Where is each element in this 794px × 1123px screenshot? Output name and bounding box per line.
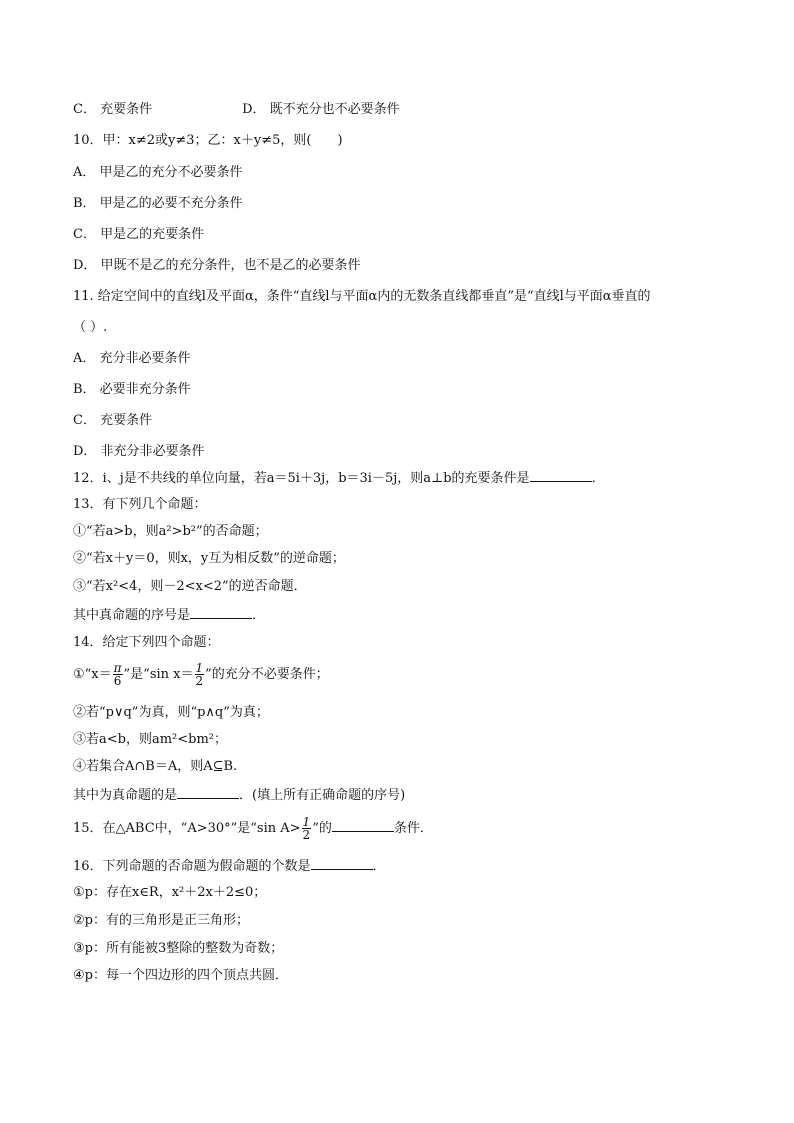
q11-option-c: C． 充要条件 [73, 413, 153, 428]
q15-stem-text-c: 条件． [393, 821, 433, 836]
q13-answer-prefix: 其中真命题的序号是 [73, 608, 191, 623]
q15-stem-text-a: 15．在△ABC中，“A>30°”是“sin A> [73, 821, 301, 836]
q12-answer-blank [530, 469, 592, 482]
q14-item-1 [73, 662, 329, 688]
q12-stem-text: 12．i、j是不共线的单位向量，若a＝5i＋3j，b＝3i－5j，则a⊥b的充要条件是 [73, 471, 530, 486]
q10-stem-body: x≠2或y≠3；乙：x＋y≠5，则( [128, 133, 312, 148]
q10-option-a: A． 甲是乙的充分不必要条件 [73, 165, 243, 180]
q16-item-4: ④p：每一个四边形的四个顶点共圆． [73, 968, 288, 983]
q9-options-line [73, 101, 400, 119]
q14-item-2: ②若“p∨q”为真，则“p∧q”为真； [73, 705, 269, 720]
q16-item-3: ③p：所有能被3整除的整数为奇数； [73, 941, 284, 956]
q12-stem [73, 469, 605, 488]
q14-answer-line [73, 786, 405, 805]
q16-item-2: ②p：有的三角形是正三角形； [73, 913, 249, 928]
q13-answer-blank [190, 606, 252, 619]
q11-option-d: D． 非充分非必要条件 [73, 444, 205, 459]
q16-stem-text: 16．下列命题的否命题为假命题的个数是 [73, 859, 311, 874]
q11-option-a: A． 充分非必要条件 [73, 351, 191, 366]
q15-stem-text-b: ”的 [312, 821, 332, 836]
q15-answer-blank [332, 819, 394, 832]
q16-stem-end: ． [372, 859, 386, 874]
q11-option-b: B． 必要非充分条件 [73, 382, 191, 397]
q14-item1-text-c: ”的充分不必要条件； [205, 667, 329, 682]
q14-item1-text-b: ”是“sin x＝ [123, 667, 194, 682]
q14-frac2-denominator: 2 [195, 674, 204, 688]
q14-answer-suffix: ．(填上所有正确命题的序号) [239, 788, 406, 803]
q9-option-d: D． 既不充分也不必要条件 [242, 102, 400, 117]
q14-frac1-numerator: π [113, 661, 122, 675]
q14-frac1-denominator: 6 [113, 674, 122, 688]
q10-stem-prefix: 10．甲： [73, 133, 129, 148]
q13-item-1: ①“若a>b，则a²>b²”的否命题； [73, 524, 268, 539]
q14-item-3: ③若a<b，则am²<bm²； [73, 732, 228, 747]
q15-frac-denominator: 2 [302, 828, 311, 842]
q14-item-4: ④若集合A∩B＝A，则A⊆B. [73, 759, 238, 774]
q11-stem-line1: 11. 给定空间中的直线l及平面α，条件“直线l与平面α内的无数条直线都垂直”是“直线l与平面α垂直的 [73, 289, 651, 304]
q14-frac2-numerator: 1 [195, 661, 204, 675]
q14-item1-text-a: ①“x＝ [73, 667, 112, 682]
q15-stem [73, 816, 433, 842]
q9-option-c: C． 充要条件 [73, 102, 153, 117]
q10-stem-end: ) [337, 133, 343, 148]
q13-item-3: ③“若x²<4，则－2<x<2”的逆否命题． [73, 579, 307, 594]
q14-stem: 14．给定下列四个命题： [73, 635, 220, 650]
q16-answer-blank [311, 857, 373, 870]
q16-stem [73, 857, 386, 876]
q10-option-d: D． 甲既不是乙的充分条件，也不是乙的必要条件 [73, 258, 361, 273]
q12-stem-end: ． [591, 471, 605, 486]
q13-stem: 13．有下列几个命题： [73, 497, 207, 512]
q10-option-c: C． 甲是乙的充要条件 [73, 227, 205, 242]
q13-answer-line [73, 606, 265, 625]
q10-stem [73, 132, 343, 150]
q13-item-2: ②“若x＋y＝0，则x，y互为相反数”的逆命题； [73, 551, 345, 566]
q14-answer-blank [177, 786, 239, 799]
q13-answer-end: ． [252, 608, 266, 623]
q15-fraction-one-half [302, 816, 312, 841]
q14-answer-prefix: 其中为真命题的是 [73, 788, 178, 803]
q16-item-1: ①p：存在x∈R，x²＋2x＋2≤0； [73, 885, 267, 900]
q10-option-b: B． 甲是乙的必要不充分条件 [73, 196, 243, 211]
q15-frac-numerator: 1 [302, 815, 311, 829]
q14-fraction-one-half [195, 662, 205, 687]
q14-fraction-pi-over-6 [113, 662, 123, 687]
q11-stem-line2: （ ）. [73, 320, 108, 335]
